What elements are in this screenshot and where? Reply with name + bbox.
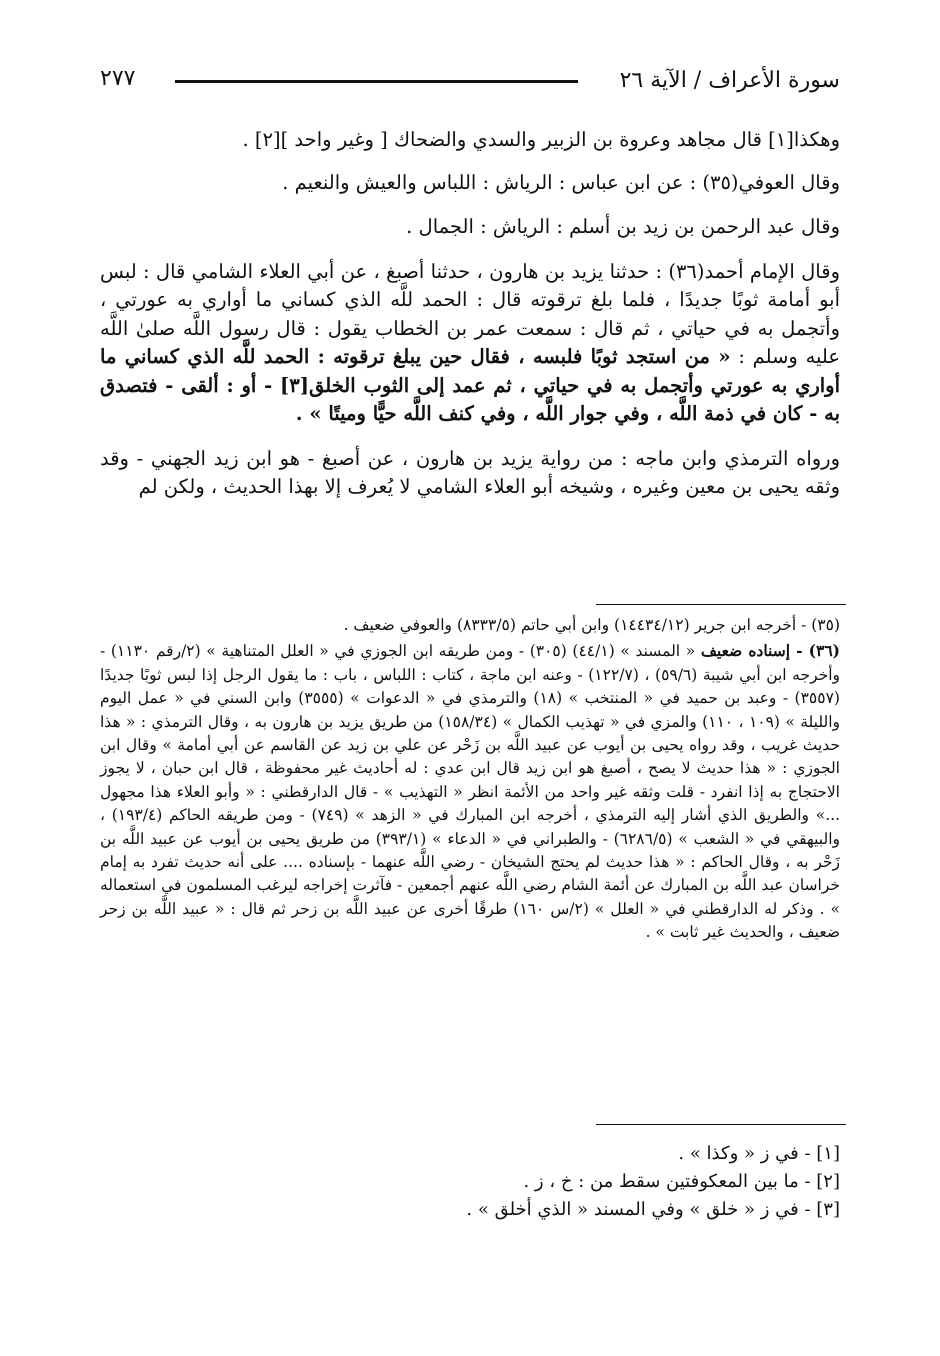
footnotes xyxy=(100,1140,840,1224)
header-rule xyxy=(175,80,578,83)
footnote-2: [٢] - ما بين المعكوفتين سقط من : خ ، ز . xyxy=(523,1171,840,1192)
surah-title: سورة الأعراف / الآية ٢٦ xyxy=(619,68,840,93)
paragraph-5: ورواه الترمذي وابن ماجه : من رواية يزيد بن هارون ، عن أصبغ - هو ابن زيد الجهني - وقد وثقه يحيى بن معين وغيره ، وشيخه أبو العلاء الشامي لا يُعرف إلا بهذا الحديث ، ولكن لم xyxy=(100,446,840,498)
note-35: (٣٥) - أخرجه ابن جرير (١٤٤٣٤/١٢) وابن أبي حاتم (٨٣٣٣/٥) والعوفي ضعيف . xyxy=(343,616,840,634)
note-36-grade: (٣٦) - إسناده ضعيف xyxy=(700,641,840,661)
hadith-text: « من استجد ثوبًا فلبسه ، فقال حين يبلغ ترقوته : الحمد للَّه الذي كساني ما أواري به عورتي وأتجمل به في حياتي ، ثم عمد إلى الثوب الخلق[٣] - أو : ألقى - فتصدق به - كان في ذمة اللَّه ، وفي جوار اللَّه ، وفي كنف اللَّه حيًّا وميتًا » . xyxy=(100,345,841,425)
paragraph-2: وقال العوفي(٣٥) : عن ابن عباس : الرياش : اللباس والعيش والنعيم . xyxy=(282,170,840,194)
main-text xyxy=(100,126,840,518)
footnotes-divider xyxy=(596,1124,846,1125)
note-36-text: « المسند » (٤٤/١) (٣٠٥) - ومن طريقه ابن الجوزي في « العلل المتناهية » (٢/رقم ١١٣٠) - وأخرجه ابن أبي شيبة (٥٩/٦) ، (١٢٢/٧) - وعنه ابن ماجة ، كتاب : اللباس ، باب : ما يقول الرجل إذا لبس ثوبًا جديدًا (٣٥٥٧) - وعبد بن حميد في « المنتخب » (١٨) والترمذي في « الدعوات » (٣٥٥٥) وابن السني في « عمل اليوم والليلة » (١٠٩ ، ١١٠) والمزي في « تهذيب الكمال » (١٥٨/٣٤) من طريق يزيد بن هارون به ، وقال الترمذي : « هذا حديث غريب ، وقد رواه يحيى بن أيوب عن عبيد اللَّه بن زَحْر عن علي بن زيد عن القاسم عن أبي أمامة » وقال ابن الجوزي : « هذا حديث لا يصح ، أصبغ هو ابن زيد قال ابن عدي : له أحاديث غير محفوظة ، قال ابن حبان ، لا يجوز الاحتجاج به إذا انفرد - قلت وثقه غير واحد من الأئمة انظر « التهذيب » - قال الدارقطني : « وأبو العلاء هذا مجهول ...» والطريق الذي أشار إليه الترمذي ، أخرجه ابن المبارك في « الزهد » (٧٤٩) - ومن طريقه الحاكم (١٩٣/٤) ، والبيهقي في « الشعب » (٦٢٨٦/٥) - والطبراني في « الدعاء » (٣٩٣/١) من طريق يحيى بن أيوب عن عبيد اللَّه بن زَحْر به ، وقال الحاكم : « هذا حديث لم يحتج الشيخان - رضي اللَّه عنهما - بإسناده .... على أنه حديث تفرد به إمام خراسان عبد اللَّه بن المبارك عن أئمة الشام رضي اللَّه عنهم أجمعين - فآثرت إخراجه ليرغب المسلمون في استعماله » . وذكر له الدارقطني في « العلل » (٢/س ١٦٠) طرقًا أخرى عن عبيد اللَّه بن زحر ثم قال : « عبيد اللَّه بن زحر ضعيف ، والحديث غير ثابت » . xyxy=(100,642,841,942)
page-header xyxy=(100,62,840,102)
notes-divider xyxy=(596,604,846,605)
footnote-3: [٣] - في ز « خلق » وفي المسند « الذي أخلق » . xyxy=(466,1199,840,1220)
hadith-chain: وقال الإمام أحمد(٣٦) : حدثنا يزيد بن هارون ، حدثنا أصبغ ، عن أبي العلاء الشامي قال : لبس أبو أمامة ثوبًا جديدًا ، فلما بلغ ترقوته قال : الحمد للَّه الذي كساني ما أواري به عورتي ، وأتجمل به في حياتي ، ثم قال : سمعت عمر بن الخطاب يقول : قال رسول اللَّه صلىٰ اللَّه عليه وسلم : xyxy=(100,259,841,368)
paragraph-3: وقال عبد الرحمن بن زيد بن أسلم : الرياش : الجمال . xyxy=(406,215,840,238)
note-36 xyxy=(100,639,840,944)
commentary-notes xyxy=(100,614,840,947)
page-number: ٢٧٧ xyxy=(100,66,136,91)
paragraph-4 xyxy=(100,258,840,429)
footnote-1: [١] - في ز « وكذا » . xyxy=(678,1143,840,1164)
paragraph-1: وهكذا[١] قال مجاهد وعروة بن الزبير والسدي والضحاك [ وغير واحد ][٢] . xyxy=(242,128,840,151)
